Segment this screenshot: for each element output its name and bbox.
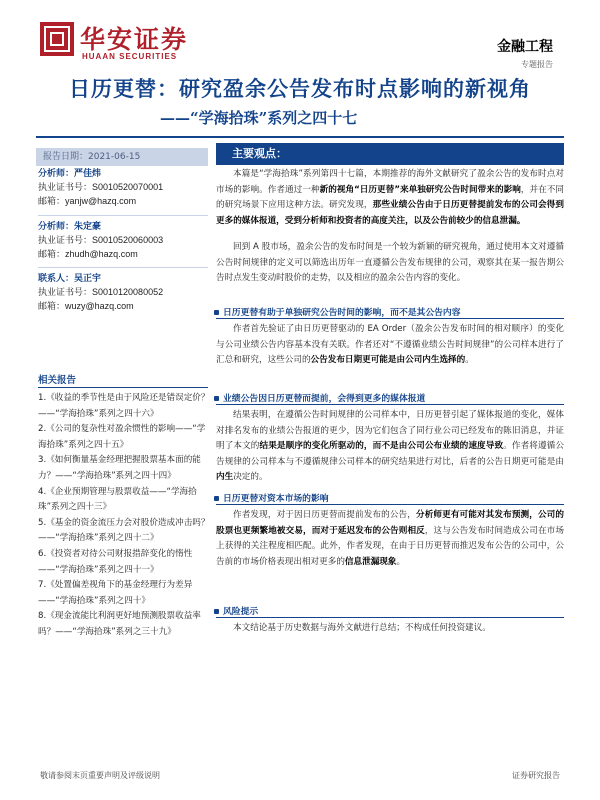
analyst-name: 分析师：朱定豪	[38, 222, 102, 232]
section-divider	[216, 318, 564, 319]
section-divider	[216, 404, 564, 405]
analyst-email: 邮箱：yanjw@hazq.com	[38, 196, 137, 207]
list-item: 3.《如何衡量基金经理把握股票基本面的能力？——“学海拾珠”系列之四十四》	[38, 455, 201, 481]
report-date: 报告日期：2021-06-15	[36, 148, 208, 166]
title-divider	[36, 136, 564, 138]
risk-paragraph: 本文结论基于历史数据与海外文献进行总结；不构成任何投资建议。	[233, 623, 491, 633]
analyst-divider	[38, 267, 208, 268]
report-subtitle: ——“学海拾珠”系列之四十七	[160, 109, 358, 127]
a-share-paragraph: 回到 A 股市场，盈余公告的发布时间是一个较为新颖的研究视角，通过使用本文对遵循公告时间规律的定义可以筛选出历年一直遵循公告发布规律的公司，观察其在某一报告期公告时点发生变动时股价的走势，以及相应的盈余公告内容的变化。	[216, 242, 564, 284]
analyst-block	[38, 221, 210, 262]
section-3-paragraph: 作者发现，对于因日历更替而提前发布的公告，分析师更有可能对其发布预测，公司的股票也更频繁地被交易，而对于延迟发布的公告则相反，这与公告发布时间造成公司在市场上获得的关注程度相匹配。此外，作者发现，在由于日历更替而推迟发布公告的公司中，公告前的市场价格表现出相对更多的信息泄漏现象。	[216, 510, 564, 567]
bullet-icon	[214, 609, 219, 614]
list-item: 6.《投资者对待公司财报措辞变化的惰性——“学海拾珠”系列之四十一》	[38, 548, 193, 575]
footer-label: 证券研究报告	[512, 771, 560, 780]
list-item: 8.《现金流能比利润更好地预测股票收益率吗？——“学海拾珠”系列之三十九》	[38, 611, 201, 637]
brand-name-cn: 华安证券	[80, 25, 189, 54]
bullet-icon	[214, 496, 219, 501]
list-item: 5.《基金的资金流压力会对股价造成冲击吗？——“学海拾珠”系列之四十二》	[38, 517, 210, 544]
report-type-label: 专题报告	[521, 60, 553, 69]
section-divider	[216, 504, 564, 505]
contact-cert: 执业证书号：S0010120080052	[38, 287, 164, 298]
brand-name-en: HUAAN SECURITIES	[82, 52, 178, 61]
list-item: 4.《企业预期管理与股票收益——“学海拾珠”系列之四十三》	[38, 486, 197, 513]
related-reports-divider	[38, 387, 208, 388]
bullet-icon	[214, 396, 219, 401]
industry-label: 金融工程	[497, 39, 553, 55]
key-points-header: 主要观点：	[216, 143, 564, 165]
list-item: 2.《公司的复杂性对盈余惯性的影响——“学海拾珠”系列之四十五》	[38, 424, 206, 450]
intro-paragraph: 本篇是“学海拾珠”系列第四十七篇，本期推荐的海外文献研究了盈余公告的发布时点对市场的影响。作者通过一种新的视角“日历更替”来单独研究公告时间带来的影响，并在不同的研究场景下应用这种方法。研究发现，那些业绩公告由于日历更替提前发布的公司会得到更多的媒体报道，受到分析师和投资者的高度关注，以及公告前较少的信息泄漏。	[216, 169, 564, 226]
section-capital-market: 日历更替对资本市场的影响	[214, 491, 564, 504]
related-reports-list	[38, 391, 210, 641]
list-item: 7.《处置偏差视角下的基金经理行为差异——“学海拾珠”系列之四十》	[38, 580, 193, 606]
section-media-coverage: 业绩公告因日历更替而提前，会得到更多的媒体报道	[214, 391, 564, 404]
section-2-paragraph: 结果表明，在遵循公告时间规律的公司样本中，日历更替引起了媒体报道的变化，媒体对排名发布的业绩公告报道的更少，因为它们包含了同行业公司已经发布的陈旧消息，并证明了本文的结果是顺序的变化所驱动的，而不是由公司公布业绩的速度导致。作者将遵循公告规律的公司样本与不遵循规律公司样本的研究结果进行对比，后者的公告日期更可能是由内生决定的。	[216, 410, 564, 483]
footer-disclaimer: 敬请参阅末页重要声明及评级说明	[40, 771, 160, 780]
brand-logo-icon	[40, 22, 74, 56]
contact-name: 联系人：吴正宇	[38, 274, 102, 284]
contact-block	[38, 273, 210, 314]
analyst-divider	[38, 215, 208, 216]
bullet-icon	[214, 310, 219, 315]
section-risk: 风险提示	[214, 604, 564, 617]
list-item: 1.《收益的季节性是由于风险还是错误定价？——“学海拾珠”系列之四十六》	[38, 393, 210, 419]
report-title: 日历更替：研究盈余公告发布时点影响的新视角	[69, 76, 531, 101]
section-divider	[216, 617, 564, 618]
analyst-name: 分析师：严佳炜	[38, 169, 102, 179]
analyst-cert: 执业证书号：S0010520070001	[38, 182, 164, 193]
section-calendar-rotation: 日历更替有助于单独研究公告时间的影响，而不是其公告内容	[214, 305, 564, 318]
analyst-cert: 执业证书号：S0010520060003	[38, 235, 164, 246]
contact-email: 邮箱：wuzy@hazq.com	[38, 301, 134, 312]
analyst-email: 邮箱：zhudh@hazq.com	[38, 249, 138, 260]
section-1-paragraph: 作者首先验证了由日历更替驱动的 EA Order（盈余公告发布时间的相对顺序）的变化与公司业绩公告内容基本没有关联。作者还对“不遵循业绩公告时间规律”的公司样本进行了汇总和研究，这些公司的公告发布日期更可能是由公司内生选择的。	[216, 324, 564, 366]
related-reports-title: 相关报告	[38, 375, 77, 386]
analyst-block	[38, 168, 210, 209]
